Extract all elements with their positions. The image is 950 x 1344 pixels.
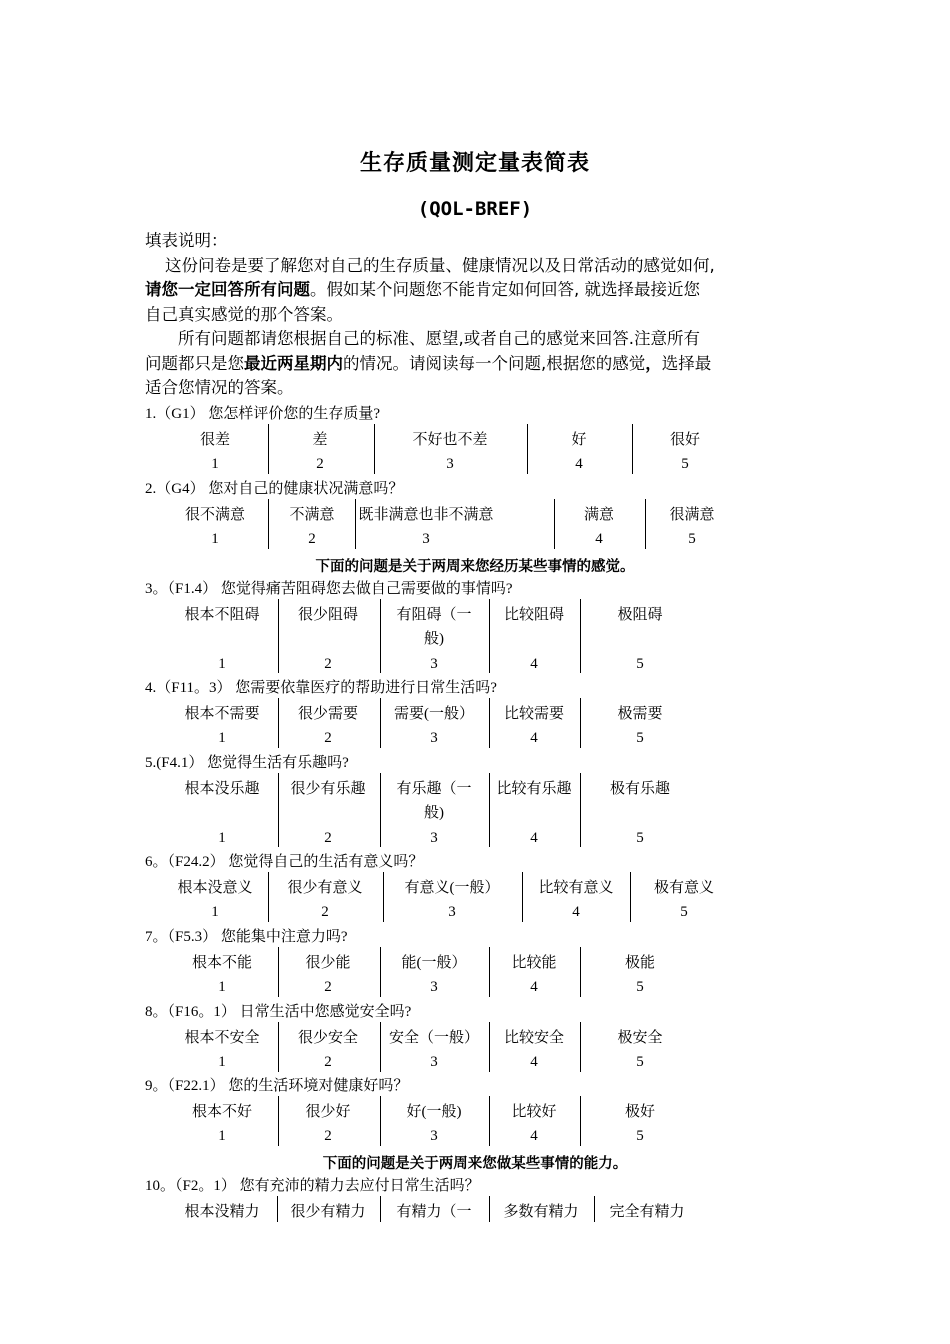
option-label: 需要(一般）: [394, 706, 474, 722]
option-divider: [380, 698, 381, 748]
option-score: 2: [321, 904, 329, 920]
option-divider: [278, 698, 279, 748]
option-divider: [489, 1196, 490, 1222]
option-divider: [632, 424, 633, 474]
option-score: 2: [324, 1054, 332, 1070]
option-score: 5: [636, 1128, 644, 1144]
option-score: 5: [636, 1054, 644, 1070]
option-score: 2: [316, 456, 324, 472]
option-divider: [268, 424, 269, 474]
option-divider: [580, 698, 581, 748]
option-divider: [268, 872, 269, 922]
option-label: 满意: [583, 507, 615, 523]
question-text: 4.（F11。3） 您需要依靠医疗的帮助进行日常生活吗?: [145, 680, 497, 696]
instructions: [145, 229, 810, 401]
option-score: 2: [324, 730, 332, 746]
option-divider: [380, 1096, 381, 1146]
option-divider: [580, 1022, 581, 1072]
section-heading-abilities: 下面的问题是关于两周来您做某些事情的能力。: [322, 1156, 628, 1172]
option-divider: [489, 698, 490, 748]
option-label: 安全（一般）: [388, 1030, 480, 1046]
option-score: 3: [448, 904, 456, 920]
instructions-emphasis: 请您一定回答所有问题: [145, 280, 310, 299]
option-score: 5: [688, 531, 696, 547]
question-text: 5.(F4.1） 您觉得生活有乐趣吗?: [145, 755, 349, 771]
option-divider: [383, 872, 384, 922]
option-label: 很满意: [669, 507, 715, 523]
option-score: 4: [530, 656, 538, 672]
option-label: 比较阻碍: [503, 607, 565, 623]
option-divider: [580, 773, 581, 847]
option-divider: [489, 947, 490, 997]
option-label: 根本不能: [191, 955, 253, 971]
option-divider: [278, 1096, 279, 1146]
option-divider: [278, 599, 279, 673]
option-score: 4: [530, 730, 538, 746]
instructions-text: 的情况。请阅读每一个问题,根据您的感觉: [343, 353, 646, 373]
option-label: 很少有意义: [287, 880, 363, 896]
option-label: 很少需要: [297, 706, 359, 722]
option-score: 3: [430, 1054, 438, 1070]
option-divider: [580, 947, 581, 997]
instructions-paragraph-1-end: 自己真实感觉的那个答案。: [145, 304, 343, 324]
option-score: 1: [211, 456, 219, 472]
option-label: 比较有乐趣: [496, 781, 572, 797]
option-score: 3: [430, 656, 438, 672]
option-divider: [355, 499, 356, 549]
instructions-text: 问题都只是您: [145, 353, 244, 373]
option-score: 1: [218, 1054, 226, 1070]
option-label: 很好: [669, 432, 701, 448]
option-score: 3: [430, 979, 438, 995]
option-label: 极好: [624, 1104, 656, 1120]
option-label: 不满意: [289, 507, 335, 523]
option-score: 2: [324, 1128, 332, 1144]
option-label: 很少安全: [297, 1030, 359, 1046]
option-label: 根本不好: [191, 1104, 253, 1120]
option-score: 4: [575, 456, 583, 472]
option-label: 既非满意也非不满意: [358, 507, 494, 523]
option-divider: [380, 773, 381, 847]
option-label: 比较需要: [503, 706, 565, 722]
option-divider: [380, 599, 381, 673]
question-text: 1.（G1） 您怎样评价您的生存质量?: [145, 406, 380, 422]
option-score: 2: [308, 531, 316, 547]
option-score: 2: [324, 830, 332, 846]
option-label: 根本没乐趣: [184, 781, 260, 797]
instructions-comma: ，: [645, 353, 662, 373]
option-label: 极安全: [617, 1030, 663, 1046]
option-score: 2: [324, 979, 332, 995]
option-divider: [380, 1022, 381, 1072]
option-divider: [278, 947, 279, 997]
option-score: 4: [530, 830, 538, 846]
option-label: 极能: [624, 955, 656, 971]
option-score: 5: [636, 830, 644, 846]
option-score: 1: [211, 531, 219, 547]
option-label: 根本不阻碍: [184, 607, 260, 623]
option-label: 比较安全: [503, 1030, 565, 1046]
instructions-paragraph-1: [145, 254, 810, 279]
option-label: 很少好: [305, 1104, 351, 1120]
option-divider: [277, 1196, 278, 1222]
option-label: 有意义(一般）: [404, 880, 500, 896]
option-label: 很少有乐趣: [290, 781, 366, 797]
option-label: 极阻碍: [617, 607, 663, 623]
option-score: 1: [218, 730, 226, 746]
option-label: 差: [312, 432, 328, 448]
instructions-paragraph-2: 所有问题都请您根据自己的标准、愿望,或者自己的感觉来回答.注意所有: [178, 329, 700, 348]
option-score: 2: [324, 656, 332, 672]
option-score: 3: [446, 456, 454, 472]
option-score: 1: [218, 830, 226, 846]
section-heading-feelings: 下面的问题是关于两周来您经历某些事情的感觉。: [315, 559, 635, 575]
question-text: 3。（F1.4） 您觉得痛苦阻碍您去做自己需要做的事情吗?: [145, 581, 513, 597]
option-label: 很差: [199, 432, 231, 448]
option-label: 比较好: [511, 1104, 557, 1120]
option-score: 5: [680, 904, 688, 920]
option-label: 好(一般): [406, 1104, 462, 1120]
option-label-continued: 般): [424, 631, 444, 647]
document-subtitle: (QOL-BREF): [417, 198, 533, 220]
instructions-text: 选择最: [661, 353, 712, 373]
option-divider: [594, 1196, 595, 1222]
option-score: 1: [218, 979, 226, 995]
document-title: 生存质量测定量表简表: [359, 151, 590, 176]
option-divider: [489, 599, 490, 673]
option-divider: [645, 499, 646, 549]
option-score: 5: [681, 456, 689, 472]
option-divider: [630, 872, 631, 922]
option-label: 极有意义: [653, 880, 715, 896]
instructions-text: 这份问卷是要了解您对自己的生存质量、健康情况以及日常活动的感觉如何,: [165, 255, 715, 275]
instructions-paragraph-2-cont: [145, 352, 810, 377]
option-divider: [489, 1022, 490, 1072]
question-text: 9。（F22.1） 您的生活环境对健康好吗？: [145, 1078, 409, 1094]
option-label-continued: 般): [424, 805, 444, 821]
option-label: 不好也不差: [412, 432, 488, 448]
option-label: 好: [571, 432, 587, 448]
option-divider: [278, 773, 279, 847]
option-score: 3: [422, 531, 430, 547]
option-divider: [489, 1096, 490, 1146]
option-divider: [580, 599, 581, 673]
question-text: 10。（F2。1） 您有充沛的精力去应付日常生活吗？: [145, 1178, 480, 1194]
option-label: 根本没精力: [184, 1204, 260, 1220]
option-score: 5: [636, 730, 644, 746]
option-label: 根本不需要: [184, 706, 260, 722]
option-label: 比较有意义: [538, 880, 614, 896]
option-score: 5: [636, 979, 644, 995]
option-score: 4: [572, 904, 580, 920]
option-score: 4: [595, 531, 603, 547]
option-score: 3: [430, 830, 438, 846]
option-label: 有精力（一: [396, 1204, 472, 1220]
option-divider: [554, 499, 555, 549]
option-score: 5: [636, 656, 644, 672]
option-label: 比较能: [511, 955, 557, 971]
option-label: 极有乐趣: [609, 781, 671, 797]
instructions-emphasis: 最近两星期内: [244, 353, 343, 373]
option-label: 很少有精力: [290, 1204, 366, 1220]
question-text: 2.（G4） 您对自己的健康状况满意吗？: [145, 481, 404, 497]
option-divider: [522, 872, 523, 922]
option-divider: [268, 499, 269, 549]
option-score: 1: [218, 656, 226, 672]
option-score: 3: [430, 730, 438, 746]
option-score: 1: [218, 1128, 226, 1144]
option-label: 很少能: [305, 955, 351, 971]
option-divider: [489, 773, 490, 847]
option-score: 4: [530, 1128, 538, 1144]
option-score: 1: [211, 904, 219, 920]
instructions-label: 填表说明：: [145, 231, 228, 250]
option-label: 能(一般）: [401, 955, 467, 971]
option-label: 很不满意: [184, 507, 246, 523]
question-text: 7。（F5.3） 您能集中注意力吗?: [145, 929, 348, 945]
option-label: 有阻碍（一: [396, 607, 472, 623]
instructions-paragraph-1-cont: [145, 278, 810, 303]
option-label: 根本没意义: [177, 880, 253, 896]
instructions-text: 。假如某个问题您不能肯定如何回答, 就选择最接近您: [310, 280, 700, 299]
option-divider: [580, 1096, 581, 1146]
option-score: 4: [530, 1054, 538, 1070]
option-divider: [374, 424, 375, 474]
option-divider: [380, 1196, 381, 1222]
option-divider: [527, 424, 528, 474]
instructions-paragraph-2-end: 适合您情况的答案。: [145, 378, 294, 397]
option-score: 4: [530, 979, 538, 995]
option-label: 有乐趣（一: [396, 781, 472, 797]
option-divider: [278, 1022, 279, 1072]
option-label: 根本不安全: [184, 1030, 260, 1046]
question-text: 8。（F16。1） 日常生活中您感觉安全吗?: [145, 1004, 412, 1020]
option-label: 极需要: [617, 706, 663, 722]
option-label: 很少阻碍: [297, 607, 359, 623]
option-score: 3: [430, 1128, 438, 1144]
option-divider: [380, 947, 381, 997]
option-label: 多数有精力: [503, 1204, 579, 1220]
option-label: 完全有精力: [609, 1204, 685, 1220]
question-text: 6。（F24.2） 您觉得自己的生活有意义吗？: [145, 854, 424, 870]
